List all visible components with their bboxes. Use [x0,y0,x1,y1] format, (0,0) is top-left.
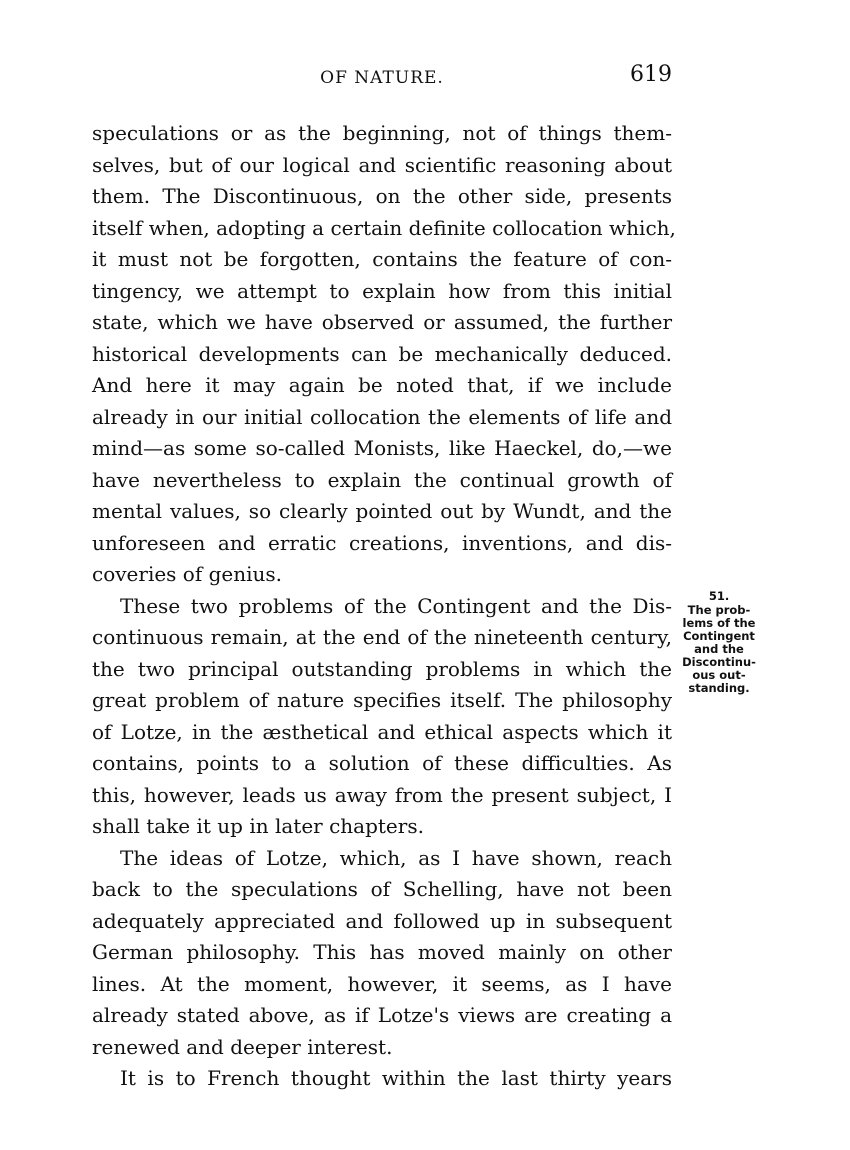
margin-note-number: 51. [708,589,730,603]
text-line: German philosophy. This has moved mainly on other [92,940,672,964]
text-line: historical developments can be mechanically deduced. [92,341,672,366]
margin-note [674,590,764,695]
text-line: shall take it up in later chapters. [92,814,424,838]
text-line: have nevertheless to explain the continual growth of [92,467,672,492]
text-line: adequately appreciated and followed up in subsequent [92,908,672,933]
text-line: it must not be forgotten, contains the feature of con- [92,247,672,271]
text-line: unforeseen and erratic creations, inventions, and dis- [92,530,672,555]
margin-note-line: standing. [688,681,750,695]
margin-note-line: The prob- [687,603,751,617]
text-line: back to the speculations of Schelling, have not been [92,877,672,901]
text-line: already stated above, as if Lotze's views are creating a [92,1003,672,1027]
text-line: this, however, leads us away from the present subject, I [92,782,672,807]
text-line: contains, points to a solution of these difficulties. As [92,751,672,775]
text-line: speculations or as the beginning, not of things them- [92,121,672,145]
text-line: of Lotze, in the æsthetical and ethical aspects which it [92,719,672,744]
text-line: coveries of genius. [92,562,283,586]
margin-note-line: Contingent [683,629,755,643]
text-line: It is to French thought within the last thirty years [120,1066,672,1090]
text-line: mental values, so clearly pointed out by Wundt, and the [92,499,672,523]
margin-note-line: and the [694,642,744,656]
running-title: OF NATURE. [320,68,444,88]
text-line: the two principal outstanding problems in which the [92,656,672,681]
margin-note-line: ous out- [692,668,746,682]
text-line: renewed and deeper interest. [92,1034,393,1059]
text-line: continuous remain, at the end of the nineteenth century, [92,625,672,649]
text-line: selves, but of our logical and scientific reasoning about [92,152,672,177]
text-line: The ideas of Lotze, which, as I have shown, reach [120,845,672,870]
text-line: great problem of nature specifies itself. The philosophy [92,688,672,712]
text-line: These two problems of the Contingent and the Dis- [120,593,672,618]
text-line: already in our initial collocation the elements of life and [92,404,672,429]
text-line: them. The Discontinuous, on the other side, presents [92,184,672,208]
page-number: 619 [630,62,672,87]
text-line: mind—as some so-called Monists, like Haeckel, do,—we [92,436,672,460]
margin-note-line: lems of the [682,616,756,630]
text-line: itself when, adopting a certain definite collocation which, [92,215,676,240]
text-line: And here it may again be noted that, if we include [92,373,672,397]
text-line: tingency, we attempt to explain how from this initial [92,278,672,303]
body-text [92,118,676,1095]
text-line: lines. At the moment, however, it seems, as I have [92,971,672,996]
margin-note-line: Discontinu- [682,655,756,669]
page-header [92,62,672,92]
text-line: state, which we have observed or assumed, the further [92,310,672,334]
